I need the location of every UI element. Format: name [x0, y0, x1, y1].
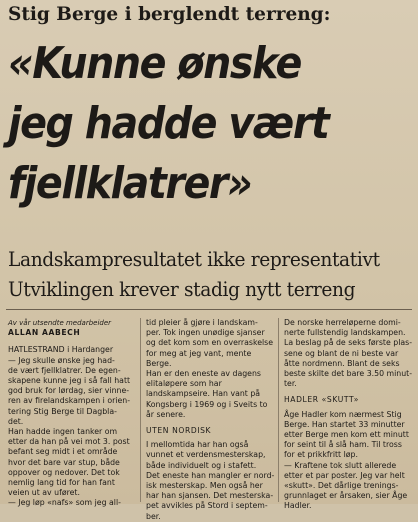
article-column-2: [146, 318, 274, 522]
text-line: befant seg midt i et område: [8, 447, 118, 457]
column-divider: [140, 318, 141, 502]
text-line: og det kom som en overraskelse: [146, 338, 274, 348]
text-line: både individuelt og i stafett.: [146, 460, 257, 470]
text-line: pet avvikles på Stord i septem-: [146, 501, 268, 511]
byline-author: ALLAN AABECH: [8, 328, 81, 338]
text-line: La beslag på de seks første plas-: [284, 338, 413, 348]
text-line: Det eneste han mangler er nord-: [146, 470, 275, 480]
text-line: for et prikkfritt løp.: [284, 450, 358, 460]
text-line: har han sjansen. Det mesterska-: [146, 491, 274, 501]
main-headline: [8, 34, 372, 214]
text-line: sene og blant de ni beste var: [284, 348, 399, 358]
text-line: ber.: [146, 511, 161, 521]
headline-line: «Kunne ønske: [8, 38, 301, 89]
subhead-line: Utviklingen krever stadig nytt terreng: [8, 277, 356, 301]
text-line: ren av firelandskampen i orien-: [8, 396, 131, 406]
text-line: det.: [8, 416, 24, 426]
section-divider: [6, 309, 412, 310]
column-divider: [278, 318, 279, 502]
subheading-uten-nordisk: UTEN NORDISK: [146, 426, 212, 436]
text-line: Berge. Han startet 33 minutter: [284, 419, 405, 429]
text-line: ter.: [284, 379, 297, 389]
text-line: — Jeg skulle ønske jeg had-: [8, 355, 115, 365]
text-line: etter et par poster. Jeg var helt: [284, 470, 405, 480]
article-column-3: [284, 318, 414, 512]
text-line: skapene kunne jeg i så fall hatt: [8, 376, 131, 386]
text-line: De norske herreløperne domi-: [284, 318, 401, 327]
column-3-text-b: [284, 410, 414, 512]
text-line: Han er den eneste av dagens: [146, 369, 261, 379]
text-line: nerte fullstendig landskampen.: [284, 328, 406, 338]
text-line: år senere.: [146, 409, 186, 419]
text-line: «skutt». Det dårlige trenings-: [284, 481, 399, 491]
text-line: hvor det bare var stup, både: [8, 457, 120, 467]
text-line: veien ut av uføret.: [8, 488, 80, 498]
text-line: isk mesterskap. Men også her: [146, 481, 263, 491]
text-line: — Kraftene tok slutt allerede: [284, 460, 397, 470]
text-line: — Jeg løp «nafs» som jeg all-: [8, 498, 121, 508]
column-2-text-a: [146, 318, 274, 420]
kicker-headline: Stig Berge i berglendt terreng:: [8, 4, 331, 25]
text-line: for seint til å slå ham. Til tross: [284, 440, 402, 450]
text-line: Kongsberg i 1969 og i Sveits to: [146, 399, 268, 409]
subhead-line: Landskampresultatet ikke representativt: [8, 247, 380, 271]
subheading-hadler-skutt: HADLER «SKUTT»: [284, 395, 360, 405]
text-line: Hadler.: [284, 501, 312, 511]
column-2-text-b: [146, 440, 274, 522]
column-1-text: [8, 345, 136, 508]
text-line: de vært fjellklatrer. De egen-: [8, 365, 121, 375]
text-line: HATLESTRAND i Hardanger: [8, 345, 114, 355]
text-line: I mellomtida har han også: [146, 440, 249, 450]
headline-line: fjellklatrer»: [8, 158, 252, 209]
text-line: åtte nordmenn. Blant de seks: [284, 358, 400, 368]
text-line: elitaløpere som har: [146, 379, 222, 389]
text-line: tid pleier å gjøre i landskam-: [146, 318, 258, 327]
subheadline: [8, 244, 384, 304]
text-line: god bruk for lørdag, sier vinne-: [8, 386, 130, 396]
text-line: beste skilte det bare 3.50 minut-: [284, 369, 413, 379]
text-line: Åge Hadler kom nærmest Stig: [284, 409, 402, 419]
byline-label: Av vår utsendte medarbeider: [8, 319, 112, 327]
text-line: grunnlaget er årsaken, sier Åge: [284, 491, 408, 501]
text-line: Berge.: [146, 358, 172, 368]
text-line: etter Berge men kom ett minutt: [284, 430, 409, 440]
text-line: tering Stig Berge til Dagbla-: [8, 406, 117, 416]
text-line: per. Tok ingen unødige sjanser: [146, 328, 265, 338]
text-line: oppover og nedover. Det tok: [8, 467, 120, 477]
text-line: vunnet et verdensmesterskap,: [146, 450, 266, 460]
text-line: etter da han på vei mot 3. post: [8, 437, 130, 447]
text-line: for meg at jeg vant, mente: [146, 348, 252, 358]
text-line: nemlig lang tid for han fant: [8, 478, 115, 488]
article-column-1: [8, 318, 136, 509]
headline-line: jeg hadde vært: [8, 98, 329, 149]
text-line: landskampseire. Han vant på: [146, 389, 261, 399]
text-line: Han hadde ingen tanker om: [8, 427, 118, 437]
column-3-text-a: [284, 318, 414, 389]
